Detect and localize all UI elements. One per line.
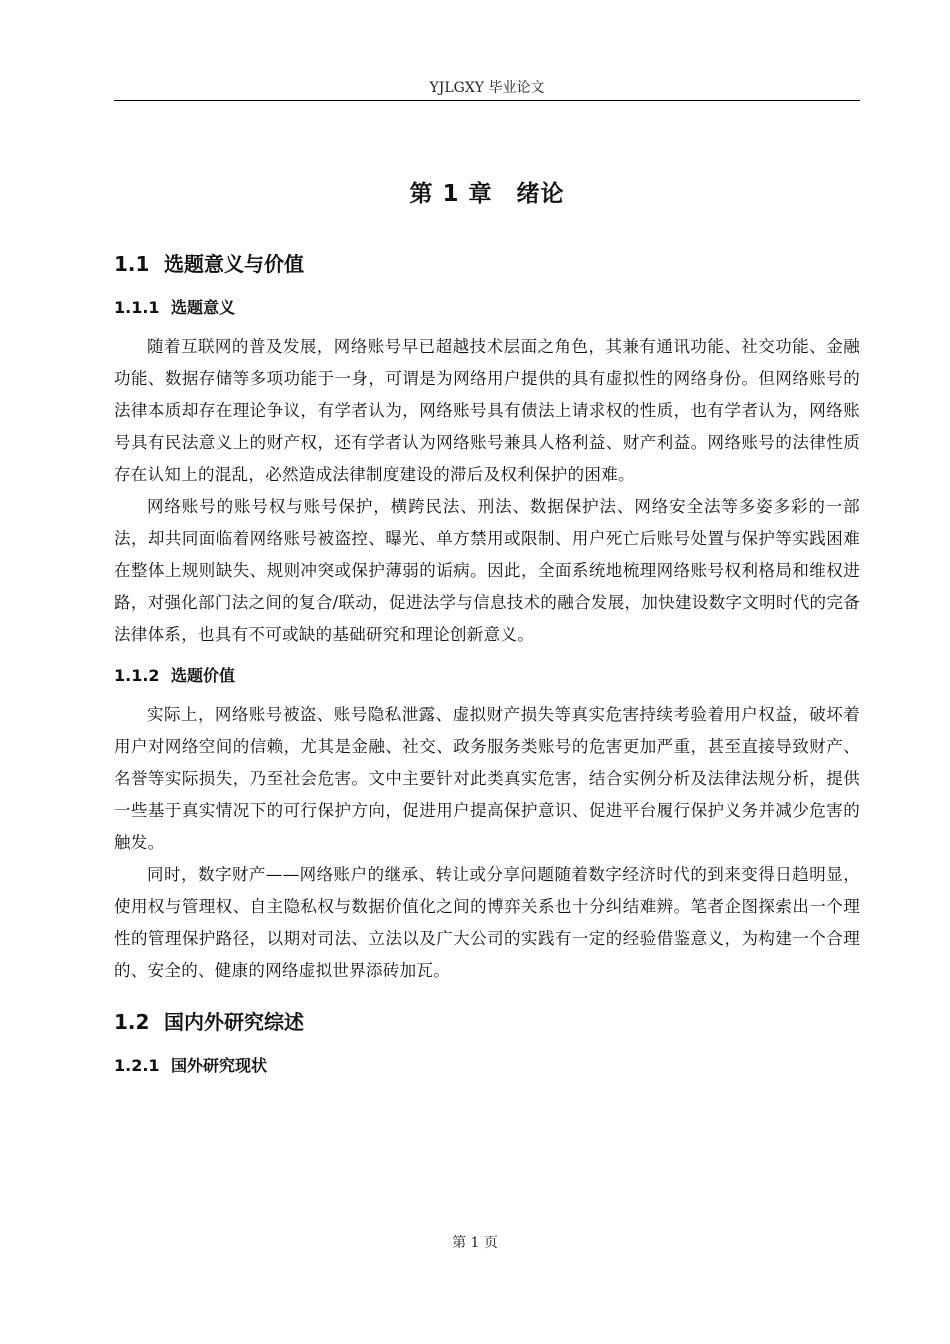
section-title: 选题意义与价值 — [164, 252, 304, 276]
paragraph: 网络账号的账号权与账号保护，横跨民法、刑法、数据保护法、网络安全法等多姿多彩的一部法，却共同面临着网络账号被盗控、曝光、单方禁用或限制、用户死亡后账号处置与保护等实践困难在整体上规则缺失、规则冲突或保护薄弱的诟病。因此，全面系统地梳理网络账号权利格局和维权进路，对强化部门法之间的复合/联动，促进法学与信息技术的融合发展，加快建设数字文明时代的完备法律体系，也具有不可或缺的基础研究和理论创新意义。 — [114, 497, 860, 644]
subsection-title: 选题意义 — [171, 298, 236, 317]
section-number: 1.2 — [114, 1010, 150, 1034]
subsection-number: 1.1.1 — [114, 298, 160, 317]
subsection-number: 1.2.1 — [114, 1056, 160, 1075]
paragraph: 同时，数字财产——网络账户的继承、转让或分享问题随着数字经济时代的到来变得日趋明显，使用权与管理权、自主隐私权与数据价值化之间的博弈关系也十分纠结难辨。笔者企图探索出一个理性的管理保护路径，以期对司法、立法以及广大公司的实践有一定的经验借鉴意义，为构建一个合理的、安全的、健康的网络虚拟世界添砖加瓦。 — [114, 865, 860, 980]
header-rule — [114, 100, 860, 101]
paragraph: 实际上，网络账号被盗、账号隐私泄露、虚拟财产损失等真实危害持续考验着用户权益，破坏着用户对网络空间的信赖，尤其是金融、社交、政务服务类账号的危害更加严重，甚至直接导致财产、名誉等实际损失，乃至社会危害。文中主要针对此类真实危害，结合实例分析及法律法规分析，提供一些基于真实情况下的可行保护方向，促进用户提高保护意识、促进平台履行保护义务并减少危害的触发。 — [114, 705, 860, 852]
subsection-heading-1-2-1 — [114, 1053, 860, 1079]
subsection-number: 1.1.2 — [114, 666, 160, 685]
subsection-heading-1-1-1 — [114, 295, 860, 321]
section-number: 1.1 — [114, 252, 150, 276]
paragraph: 随着互联网的普及发展，网络账号早已超越技术层面之角色，其兼有通讯功能、社交功能、金融功能、数据存储等多项功能于一身，可谓是为网络用户提供的具有虚拟性的网络身份。但网络账号的法律本质却存在理论争议，有学者认为，网络账号具有债法上请求权的性质，也有学者认为，网络账号具有民法意义上的财产权，还有学者认为网络账号兼具人格利益、财产利益。网络账号的法律性质存在认知上的混乱，必然造成法律制度建设的滞后及权利保护的困难。 — [114, 337, 860, 484]
chapter-title: 第 1 章 绪论 — [409, 181, 565, 207]
section-heading-1-1 — [114, 249, 860, 279]
section-heading-1-2 — [114, 1007, 860, 1037]
page-number: 第 1 页 — [452, 1235, 498, 1251]
running-header: YJLGXY 毕业论文 — [429, 80, 545, 96]
subsection-title: 选题价值 — [171, 666, 236, 685]
page-body — [114, 176, 860, 1089]
subsection-heading-1-1-2 — [114, 663, 860, 689]
section-title: 国内外研究综述 — [164, 1010, 304, 1034]
subsection-title: 国外研究现状 — [171, 1056, 268, 1075]
